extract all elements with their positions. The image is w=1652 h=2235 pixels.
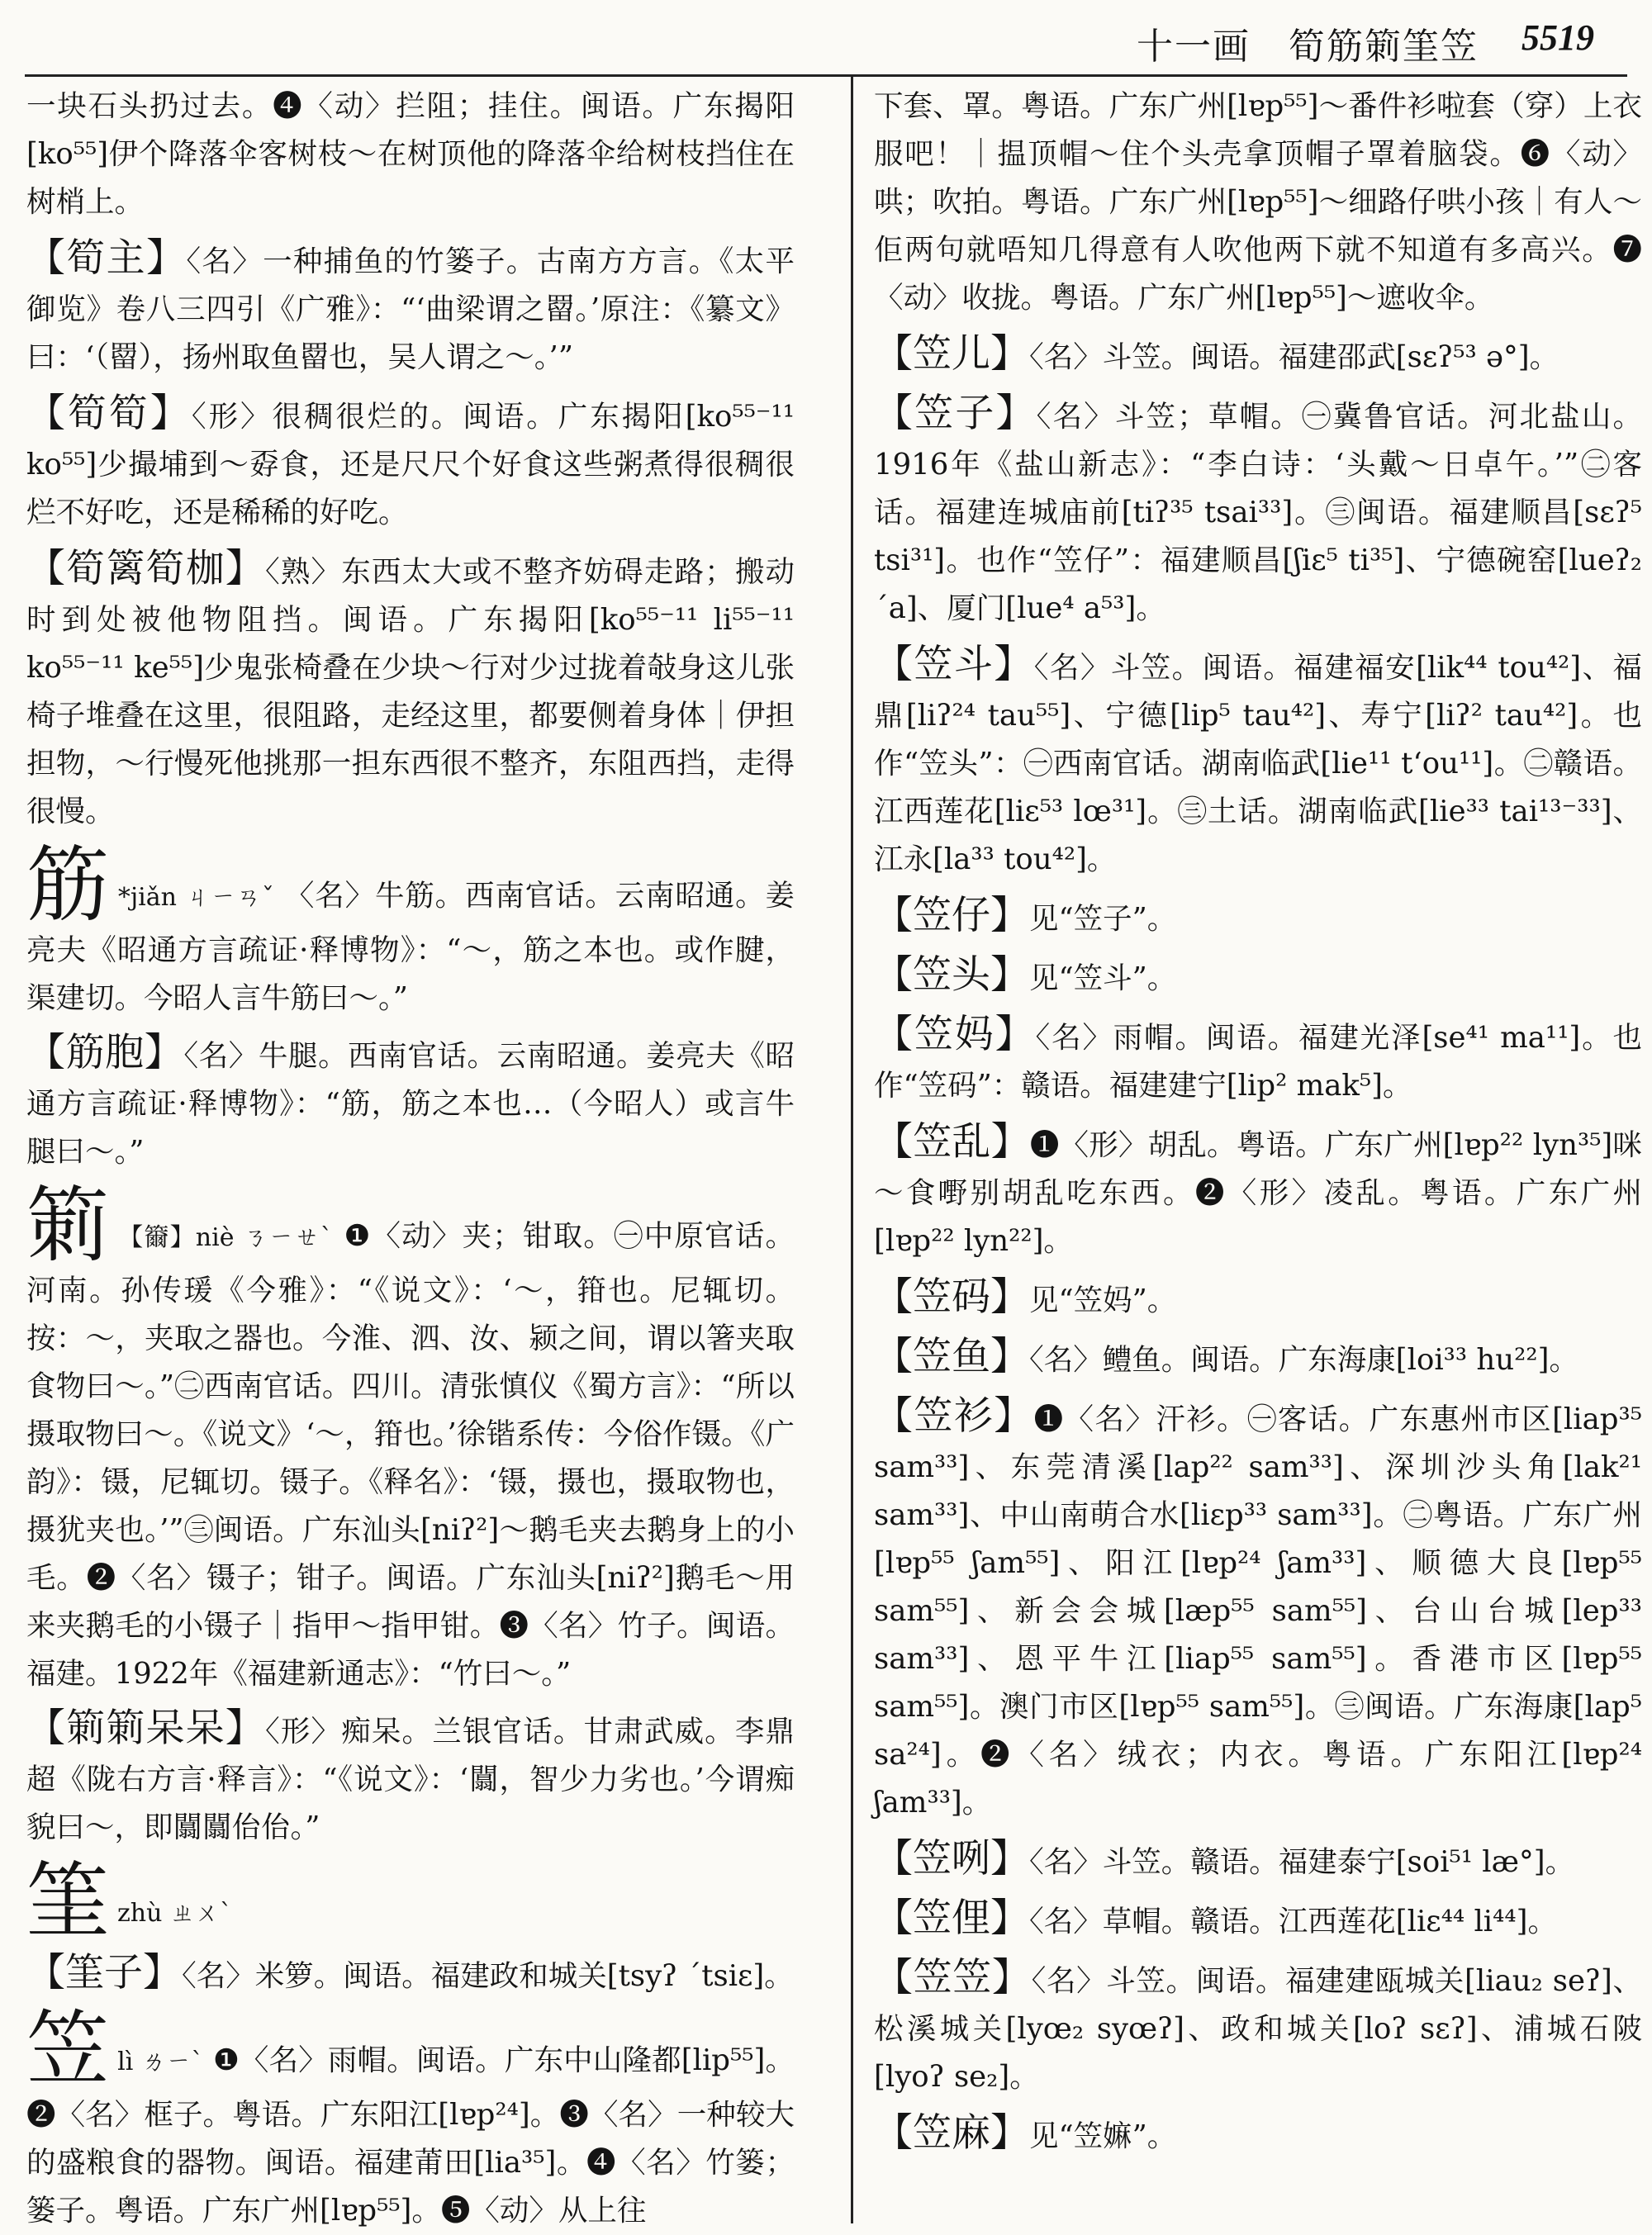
dictionary-entry: [874, 2109, 1642, 2161]
dictionary-entry: [874, 1954, 1642, 2101]
entry-text: 〈名〉斗笠。赣语。福建泰宁[soi⁵¹ læ°]。: [1029, 1845, 1575, 1879]
dictionary-entry: [874, 951, 1642, 1003]
dictionary-entry: [874, 1274, 1642, 1325]
dictionary-entry: [874, 1835, 1642, 1886]
entry-text: 见“笠嫲”。: [1029, 2119, 1177, 2153]
character-entry: [26, 837, 795, 1023]
entry-text: ❶〈名〉汗衫。㊀客话。广东惠州市区[liap³⁵ sam³³]、东莞清溪[lap²² sam³³]、深圳沙头角[lak²¹ sam³³]、中山南萌合水[liɛp³³ sam³³]。㊁粤语。广东广州[lɐp⁵⁵ ʃam⁵⁵]、阳江[lɐp²⁴ ʃam³³]、顺德大良[lɐp⁵⁵ sam⁵⁵]、新会会城[læp⁵⁵ sam⁵⁵]、台山台城[lep³³ sam³³]、恩平牛江[liap⁵⁵ sam⁵⁵]。香港市区[lɐp⁵⁵ sam⁵⁵]。澳门市区[lɐp⁵⁵ sam⁵⁵]。㊂闽语。广东海康[lap⁵ sa²⁴]。❷〈名〉绒衣；内衣。粤语。广东阳江[lɐp²⁴ ʃam³³]。: [874, 1402, 1642, 1820]
entry-text: 下套、罩。粤语。广东广州[lɐp⁵⁵]～番件衫啦套（穿）上衣服吧！｜揾顶帽～住个头壳拿顶帽子罩着脑袋。❻〈动〉哄；吹拍。粤语。广东广州[lɐp⁵⁵]～细路仔哄小孩｜有人～佢两句就唔知几得意有人吹他两下就不知道有多高兴。❼〈动〉收拢。粤语。广东广州[lɐp⁵⁵]～遮收伞。: [874, 89, 1642, 315]
dictionary-entry: [874, 83, 1642, 322]
entry-headword: 【筍主】: [26, 235, 187, 281]
head-character: 笠: [26, 2001, 110, 2098]
dictionary-entry: [874, 1011, 1642, 1110]
entry-headword: 【笠妈】: [874, 1012, 1036, 1057]
pinyin: lì ㄌㄧˋ: [117, 2048, 204, 2076]
dictionary-entry: [874, 390, 1642, 633]
pinyin: zhù ㄓㄨˋ: [117, 1899, 232, 1928]
entry-headword: 【筍筍】: [26, 391, 192, 436]
dictionary-entry: [874, 892, 1642, 943]
entry-text: ❶〈名〉雨帽。闽语。广东中山隆都[lip⁵⁵]。❷〈名〉框子。粤语。广东阳江[lɐp²⁴]。❸〈名〉一种较大的盛粮食的器物。闽语。福建莆田[lia³⁵]。❹〈名〉竹篓；篓子。粤语。广东广州[lɐp⁵⁵]。❺〈动〉从上往: [26, 2043, 795, 2228]
entry-headword: 【笠仔】: [874, 893, 1029, 938]
entry-headword: 【笠头】: [874, 952, 1029, 998]
entry-text: 〈名〉鳢鱼。闽语。广东海康[loi³³ hu²²]。: [1029, 1343, 1578, 1377]
pinyin: 【籋】niè ㄋㄧㄝˋ: [118, 1223, 334, 1252]
entry-headword: 【笠儿】: [874, 331, 1029, 377]
entry-headword: 【笠鱼】: [874, 1334, 1029, 1379]
dictionary-entry: [26, 545, 795, 836]
dictionary-entry: [874, 1118, 1642, 1265]
entry-text: 〈名〉米箩。闽语。福建政和城关[tsyʔ ˊtsiɛ]。: [182, 1959, 794, 1993]
entry-headword: 【筀子】: [26, 1950, 182, 1995]
entry-text: 见“笠子”。: [1029, 902, 1177, 936]
entry-text: 〈名〉斗笠。闽语。福建建瓯城关[liau₂ seʔ]、松溪城关[lyœ₂ syœʔ]、政和城关[loʔ sɛʔ]、浦城石陂[lyoʔ se₂]。: [874, 1964, 1642, 2094]
dictionary-entry: [26, 1705, 795, 1852]
dictionary-entry: [874, 330, 1642, 382]
dictionary-entry: [874, 641, 1642, 884]
entry-text: 〈名〉牛筋。西南官话。云南昭通。姜亮夫《昭通方言疏证·释博物》：“～，筋之本也。或作腱，渠建切。今昭人言牛筋曰～。”: [26, 879, 795, 1015]
head-character: 筋: [26, 837, 110, 933]
character-entry: [26, 1177, 795, 1698]
character-entry: [26, 2001, 795, 2235]
entry-text: 〈名〉斗笠；草帽。㊀冀鲁官话。河北盐山。1916年《盐山新志》：“李白诗：‘头戴～日卓午。’”㊁客话。福建连城庙前[tiʔ³⁵ tsai³³]。㊂闽语。福建顺昌[sɛʔ⁵ tsi³¹]。也作“笠仔”：福建顺昌[ʃiɛ⁵ ti³⁵]、宁德碗窑[lueʔ₂ ˊa]、厦门[lue⁴ a⁵³]。: [874, 400, 1642, 625]
entry-text: 见“笠妈”。: [1029, 1284, 1177, 1317]
entry-text: ❶〈动〉夹；钳取。㊀中原官话。河南。孙传瑗《今雅》：“《说文》：‘～，箝也。尼辄切。按：～，夹取之器也。今淮、泗、汝、颍之间，谓以箸夹取食物曰～。”㊁西南官话。四川。清张慎仪《蜀方言》：“所以摄取物曰～。《说文》‘～，箝也。’徐锴系传：今俗作镊。《广韵》：镊，尼辄切。镊子。《释名》：‘镊，摄也，摄取物也，摄犹夹也。’”㊂闽语。广东汕头[niʔ²]～鹅毛夹去鹅身上的小毛。❷〈名〉镊子；钳子。闽语。广东汕头[niʔ²]鹅毛～用来夹鹅毛的小镊子｜指甲～指甲钳。❸〈名〉竹子。闽语。福建。1922年《福建新通志》：“竹曰～。”: [26, 1219, 795, 1691]
entry-headword: 【箣箣呆呆】: [26, 1706, 265, 1751]
left-column: [26, 83, 795, 2228]
dictionary-entry: [26, 1949, 795, 2000]
page-header: [25, 0, 1627, 77]
dictionary-entry: [874, 1393, 1642, 1827]
entry-text: ❶〈形〉胡乱。粤语。广东广州[lɐp²² lyn³⁵]咪～食嘢别胡乱吃东西。❷〈形〉凌乱。粤语。广东广州[lɐp²² lyn²²]。: [874, 1128, 1642, 1258]
entry-text: 一块石头扔过去。❹〈动〉拦阻；挂住。闽语。广东揭阳[ko⁵⁵]伊个降落伞客树枝～在树顶他的降落伞给树枝挡住在树梢上。: [26, 89, 795, 219]
entry-headword: 【笠斗】: [874, 642, 1034, 687]
entry-text: 〈名〉牛腿。西南官话。云南昭通。姜亮夫《昭通方言疏证·释博物》：“筋，筋之本也…（今昭人）或言牛腿曰～。”: [26, 1039, 795, 1169]
character-entry: [26, 1853, 795, 1949]
dictionary-entry: [26, 83, 795, 226]
right-column: [874, 83, 1642, 2205]
entry-headword: 【筋胞】: [26, 1030, 184, 1075]
entry-text: 〈熟〉东西太大或不整齐妨碍走路；搬动时到处被他物阻挡。闽语。广东揭阳[ko⁵⁵⁻¹¹ li⁵⁵⁻¹¹ ko⁵⁵⁻¹¹ ke⁵⁵]少鬼张椅叠在少块～行对少过拢着敧身这儿张椅子堆叠在这里，很阻路，走经这里，都要侧着身体｜伊担担物，～行慢死他挑那一担东西很不整齐，东阻西挡，走得很慢。: [26, 555, 795, 828]
head-character: 箣: [26, 1177, 111, 1274]
entry-text: 〈形〉很稠很烂的。闽语。广东揭阳[ko⁵⁵⁻¹¹ ko⁵⁵]少撮埔到～孬食，还是尺尺个好食这些粥煮得很稠很烂不好吃，还是稀稀的好吃。: [26, 400, 795, 529]
entry-headword: 【笠码】: [874, 1274, 1029, 1320]
dictionary-entry: [26, 235, 795, 382]
entry-text: 〈名〉雨帽。闽语。福建光泽[se⁴¹ ma¹¹]。也作“笠码”：赣语。福建建宁[lip² mak⁵]。: [874, 1021, 1643, 1103]
pinyin: *jiǎn ㄐㄧㄢˇ: [117, 883, 275, 912]
entry-text: 〈名〉斗笠。闽语。福建福安[lik⁴⁴ tou⁴²]、福鼎[liʔ²⁴ tau⁵⁵]、宁德[lip⁵ tau⁴²]、寿宁[liʔ² tau⁴²]。也作“笠头”：㊀西南官话。湖南临武[lie¹¹ tʻou¹¹]。㊁赣语。江西莲花[liɛ⁵³ lœ³¹]。㊂土话。湖南临武[lie³³ tai¹³⁻³³]、江永[la³³ tou⁴²]。: [874, 651, 1643, 876]
entry-text: 〈名〉一种捕鱼的竹篓子。古南方方言。《太平御览》卷八三四引《广雅》：“‘曲梁谓之罶。’原注：《纂文》曰：‘（罶），扬州取鱼罶也，吴人谓之～。’”: [26, 244, 795, 374]
dictionary-entry: [874, 1333, 1642, 1384]
page-number: 5519: [1521, 17, 1594, 58]
dictionary-entry: [26, 1029, 795, 1176]
column-divider: [851, 76, 853, 2223]
entry-text: 〈名〉草帽。赣语。江西莲花[liɛ⁴⁴ li⁴⁴]。: [1029, 1905, 1557, 1938]
entry-text: 〈形〉痴呆。兰银官话。甘肃武威。李鼎超《陇右方言·释言》：“《说文》：‘闒，智少力劣也。’今谓痴貌曰～，即闒闒佁佁。”: [26, 1715, 795, 1844]
entry-headword: 【笠俚】: [874, 1896, 1029, 1941]
entry-headword: 【笠麻】: [874, 2110, 1029, 2156]
entry-text: 见“笠斗”。: [1029, 961, 1177, 995]
dictionary-entry: [874, 1895, 1642, 1946]
entry-headword: 【笠子】: [874, 391, 1037, 436]
entry-headword: 【笠咧】: [874, 1836, 1029, 1881]
entry-text: 〈名〉斗笠。闽语。福建邵武[sɛʔ⁵³ ə°]。: [1029, 340, 1559, 374]
entry-headword: 【笠笠】: [874, 1955, 1032, 2000]
entry-headword: 【筍篱筍枷】: [26, 546, 265, 591]
head-character: 筀: [26, 1853, 109, 1949]
header-title: 十一画 筍筋箣筀笠: [1137, 26, 1479, 68]
dictionary-entry: [26, 390, 795, 537]
entry-headword: 【笠衫】: [874, 1393, 1034, 1439]
entry-headword: 【笠乱】: [874, 1119, 1030, 1165]
